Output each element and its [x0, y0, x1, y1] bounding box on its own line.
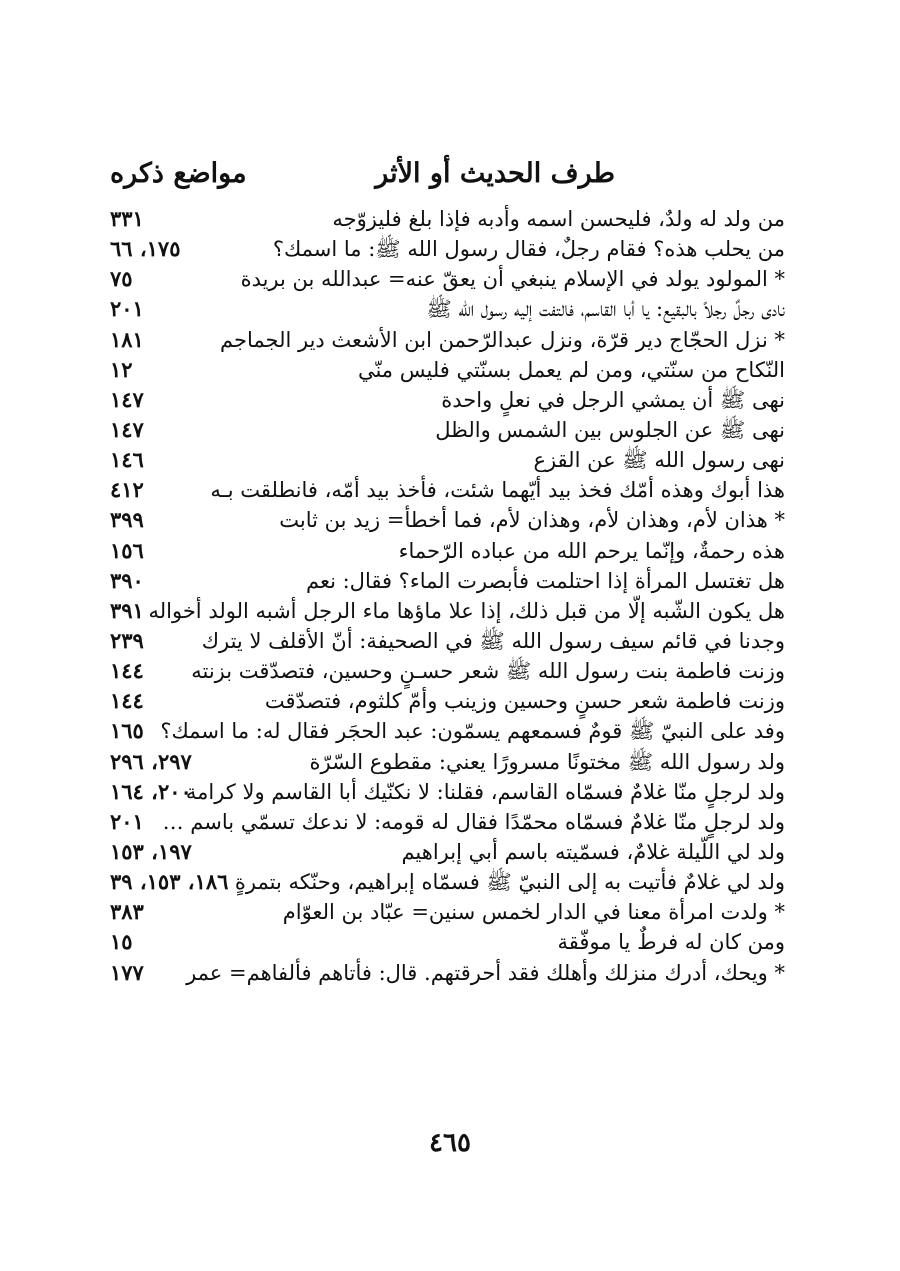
index-entry	[110, 837, 785, 867]
index-entry	[110, 656, 785, 686]
hadith-text: هل تغتسل المرأة إذا احتلمت فأبصرت الماء؟ فقال: نعم	[305, 568, 785, 593]
page-references: ١٨٦، ١٥٣، ٣٩	[110, 869, 229, 895]
table-header	[110, 158, 785, 198]
page-references: ١٦٥	[110, 718, 144, 744]
page-references: ٣٣١	[110, 206, 144, 231]
index-entry	[110, 777, 785, 807]
places-column-heading: مواضع ذكره	[110, 158, 247, 189]
index-entry	[110, 807, 785, 837]
index-entry	[110, 294, 785, 324]
hadith-text: * هذان لأم، وهذان لأم، وهذان لأم، فما أخطأ= زيد بن ثابت	[279, 508, 785, 533]
page-references: ٢٣٩	[110, 627, 144, 653]
page-references: ٢٠١	[110, 296, 144, 322]
hadith-text: النّكاح من سنّتي، ومن لم يعمل بسنّتي فليس منّي	[357, 357, 785, 382]
hadith-text: وفد على النبيّ ﷺ قومٌ فسمعهم يسمّون: عبد الحجَر فقال له: ما اسمك؟	[160, 719, 785, 744]
hadith-text: نهى ﷺ عن الجلوس بين الشمس والظل	[435, 417, 785, 442]
hadith-text: هذه رحمةٌ، وإنّما يرحم الله من عباده الرّحماء	[398, 538, 785, 563]
hadith-text: نادى رجلٌ رجلاً بالبقيع: يا أبا القاسم، فالتفت إليه رسول الله ﷺ	[426, 297, 785, 322]
page-references: ١٨١	[110, 326, 144, 352]
page-references: ٣٩١	[110, 597, 144, 623]
hadith-column-heading: طرف الحديث أو الأثر	[375, 158, 615, 189]
hadith-text: ولد لي غلامٌ فأتيت به إلى النبيّ ﷺ فسمّاه إبراهيم، وحنّكه بتمرةٍ	[234, 870, 785, 895]
index-entry	[110, 536, 785, 566]
page-references: ١٢	[110, 356, 133, 382]
page-references: ٣٩٠	[110, 567, 144, 593]
hadith-text: * ويحك، أدرك منزلك وأهلك فقد أحرقتهم. قال: فأتاهم فألفاهم= عمر	[186, 960, 785, 985]
hadith-text: من ولد له ولدٌ، فليحسن اسمه وأدبه فإذا بلغ فليزوّجه	[332, 207, 785, 231]
index-entry	[110, 716, 785, 746]
index-entry	[110, 867, 785, 897]
hadith-text: وجدنا في قائم سيف رسول الله ﷺ في الصحيفة: أنّ الأقلف لا يترك	[201, 628, 785, 653]
index-entry	[110, 264, 785, 294]
page-references: ١٧٥، ٦٦	[110, 236, 181, 262]
page-references: ١٤٤	[110, 688, 144, 714]
page-references: ١٤٤	[110, 658, 144, 684]
page-references: ١٥٦	[110, 537, 144, 563]
page-references: ١٥	[110, 929, 133, 955]
page-references: ٣٨٣	[110, 899, 144, 925]
hadith-text: ولد رسول الله ﷺ مختونًا مسرورًا يعني: مقطوع السّرّة	[309, 749, 785, 774]
index-entry	[110, 505, 785, 535]
hadith-text: وزنت فاطمة شعر حسنٍ وحسين وزينب وأمّ كلثوم، فتصدّقت	[264, 689, 785, 714]
hadith-text: * نزل الحجّاج دير قرّة، ونزل عبدالرّحمن ابن الأشعث دير الجماجم	[220, 327, 785, 352]
hadith-text: نهى ﷺ أن يمشي الرجل في نعلٍ واحدة	[441, 387, 785, 412]
page-number: ٤٦٥	[429, 1128, 471, 1158]
index-entry	[110, 897, 785, 927]
hadith-text: من يحلب هذه؟ فقام رجلٌ، فقال رسول الله ﷺ: ما اسمك؟	[272, 237, 785, 262]
index-entry	[110, 445, 785, 475]
hadith-text: ولد لرجلٍ منّا غلامٌ فسمّاه محمّدًا فقال له قومه: لا ندعك تسمّي باسم …	[162, 809, 785, 834]
page-references: ١٤٦	[110, 447, 144, 473]
page-references: ٢٩٧، ٢٩٦	[110, 748, 192, 774]
index-entry	[110, 325, 785, 355]
hadith-text: وزنت فاطمة بنت رسول الله ﷺ شعر حسـنٍ وحسين، فتصدّقت بزنته	[191, 659, 785, 684]
index-entry	[110, 385, 785, 415]
page-references: ١٤٧	[110, 386, 144, 412]
page-references: ٧٥	[110, 266, 133, 292]
page-references: ١٩٧، ١٥٣	[110, 838, 192, 864]
hadith-text: ولد لي اللّيلة غلامٌ، فسمّيته باسم أبي إبراهيم	[401, 839, 785, 864]
index-entry	[110, 566, 785, 596]
index-entry	[110, 927, 785, 957]
page-references: ١٧٧	[110, 959, 144, 985]
hadith-text: ومن كان له فرطٌ يا موفّقة	[557, 930, 785, 955]
index-entry	[110, 958, 785, 988]
hadith-text: * المولود يولد في الإسلام ينبغي أن يعقّ عنه= عبدالله بن بريدة	[240, 267, 785, 292]
hadith-text: نهى رسول الله ﷺ عن القزع	[533, 448, 785, 473]
page-references: ٢٠١	[110, 808, 144, 834]
index-entry	[110, 204, 785, 234]
hadith-text: هذا أبوك وهذه أمّك فخذ بيد أيّهما شئت، فأخذ بيد أمّه، فانطلقت بـه	[210, 478, 785, 503]
page-references: ٤١٢	[110, 477, 144, 503]
index-entry	[110, 355, 785, 385]
hadith-text: هل يكون الشّبه إلّا من قبل ذلك، إذا علا ماؤها ماء الرجل أشبه الولد أخواله	[148, 598, 785, 623]
page-references: ٣٩٩	[110, 507, 144, 533]
hadith-index-list	[110, 204, 785, 988]
index-entry	[110, 686, 785, 716]
index-entry	[110, 475, 785, 505]
page-references: ١٤٧	[110, 416, 144, 442]
index-entry	[110, 626, 785, 656]
hadith-text: * ولدت امرأة معنا في الدار لخمس سنين= عبّاد بن العوّام	[282, 900, 785, 925]
hadith-text: ولد لرجلٍ منّا غلامٌ فسمّاه القاسم، فقلنا: لا نكنّيك أبا القاسم ولا كرامة	[185, 779, 785, 804]
index-entry	[110, 596, 785, 626]
page-references: ٢٠٠، ١٦٤	[110, 778, 192, 804]
index-entry	[110, 415, 785, 445]
index-entry	[110, 234, 785, 264]
index-entry	[110, 747, 785, 777]
